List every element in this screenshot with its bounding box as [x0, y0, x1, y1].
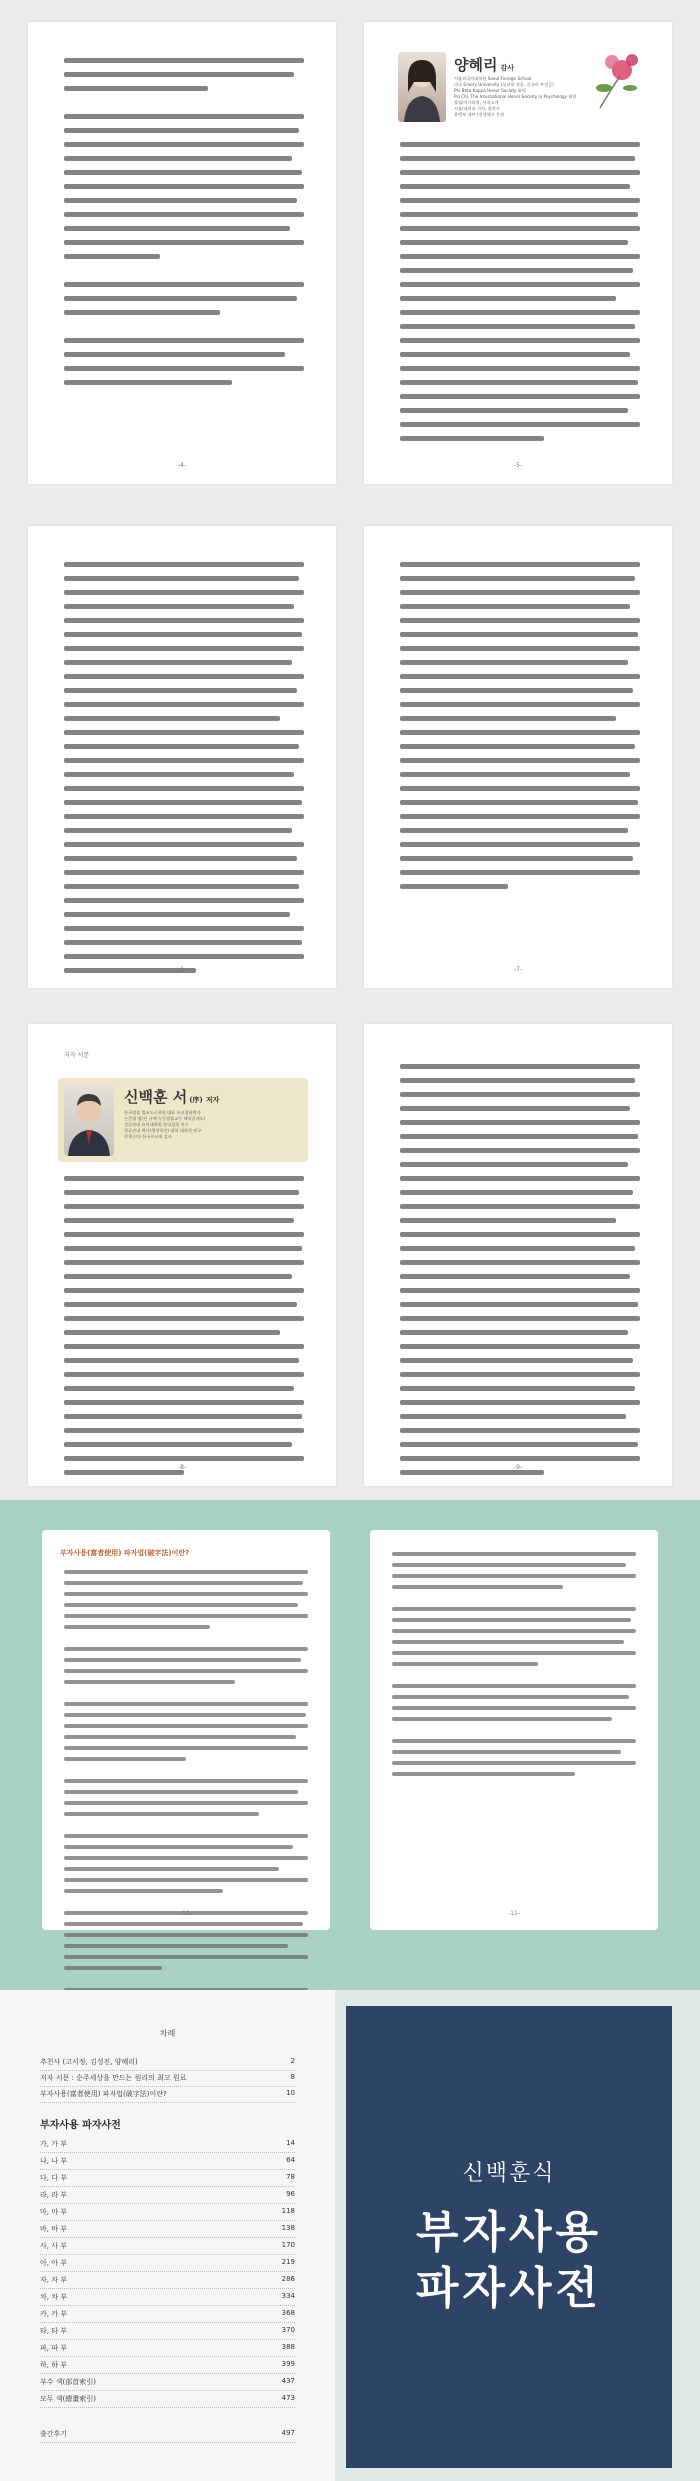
page-number: -4- — [177, 462, 187, 469]
toc-section-title: 부자사용 파자사전 — [40, 2120, 121, 2131]
toc-entry: 마, 마 부 118 — [40, 2204, 295, 2221]
profile-hanja: (序) — [189, 1095, 203, 1104]
toc-entry: 차, 차 부 334 — [40, 2289, 295, 2306]
toc-entry: 다, 다 부 78 — [40, 2170, 295, 2187]
toc-entry: 타, 타 부 370 — [40, 2323, 295, 2340]
toc-entry: 사, 사 부 170 — [40, 2238, 295, 2255]
page-number: -6- — [177, 966, 187, 973]
toc-entry: 하, 하 부 399 — [40, 2357, 295, 2374]
body-text-block — [400, 1064, 640, 1484]
cover-subtitle: 신백훈식 — [462, 2160, 556, 2185]
avatar — [64, 1084, 114, 1156]
page-11-card — [370, 1530, 658, 1930]
page-10-card — [42, 1530, 330, 1930]
body-text-block — [64, 1176, 304, 1484]
toc-entry: 카, 카 부 368 — [40, 2306, 295, 2323]
profile-name: 신백훈 서 — [124, 1088, 188, 1106]
page-number: -11- — [508, 1910, 520, 1917]
page-number: -7- — [513, 966, 523, 973]
profile-box — [58, 1078, 308, 1162]
toc-entry: 바, 바 부 138 — [40, 2221, 295, 2238]
body-text-block — [64, 562, 304, 982]
toc-front-row: 저자 서문 : 순주세상을 만드는 원리의 최고 원료 8 — [40, 2070, 295, 2087]
page-number: -10- — [180, 1910, 192, 1917]
page-9 — [364, 1024, 672, 1486]
profile-box — [394, 48, 644, 128]
toc-front-row: 부자사용(富者使用) 파자법(破字法)이란? 10 — [40, 2086, 295, 2103]
toc-page — [0, 1990, 335, 2481]
flower-illustration — [590, 48, 644, 110]
book-cover — [346, 2006, 672, 2468]
spread-pages-6-7 — [0, 508, 700, 1010]
profile-name: 양혜리 — [454, 56, 498, 74]
page-number: -8- — [177, 1464, 187, 1471]
page-number: -5- — [513, 462, 523, 469]
toc-heading: 차례 — [159, 2029, 176, 2038]
body-text-block — [400, 562, 640, 898]
page-7 — [364, 526, 672, 988]
body-text-block — [64, 1570, 308, 2010]
toc-front-row: 추천사 (고서정, 김성진, 양혜리) 2 — [40, 2054, 295, 2071]
page-6 — [28, 526, 336, 988]
spread-toc-cover — [0, 1990, 700, 2481]
profile-role: 저자 — [205, 1096, 220, 1104]
page-8 — [28, 1024, 336, 1486]
body-text-block — [392, 1552, 636, 1783]
cover-title-line1: 부자사용 — [415, 2208, 602, 2257]
card-title: 부자사용(富者使用) 파자법(破字法)이란? — [60, 1549, 190, 1557]
avatar — [398, 52, 446, 122]
profile-info: 서울외국어대학원 Seoul Foreign School 미국 Emory University (심리학 전공, 중국어 부전공) Phi Beta Kappa Honor Society 회원 Psi Chi, The International Honor Society in Psychology 회원 졸업/석사과정, 서적소개 서울/대학교 석사, 졸작가 유엔보 재단 (전생체자 문원 — [454, 76, 577, 117]
profile-role: 감사 — [500, 64, 515, 72]
toc-entry: 자, 자 부 286 — [40, 2272, 295, 2289]
toc-entry: 가, 가 부 14 — [40, 2136, 295, 2153]
toc-closing-row: 출간후기 497 — [40, 2426, 295, 2443]
profile-info: 한국법률 법조도로학원 대표 유교철학박사 논문법 업(전 규례 농동법률교수 해학을제도) 성균관대 유학대학원 한국철학 연구 성균관대 박사(행정학전) 대학 대학원 연구 현재 (사) 한국천교제 감사 — [124, 1110, 206, 1139]
toc-entry: 아, 아 부 219 — [40, 2255, 295, 2272]
spread-pages-8-9 — [0, 1010, 700, 1500]
page-5 — [364, 22, 672, 484]
spread-pages-10-11 — [0, 1500, 700, 1990]
toc-entry: 나, 나 부 64 — [40, 2153, 295, 2170]
spread-pages-4-5 — [0, 0, 700, 508]
page-number: -9- — [513, 1464, 523, 1471]
cover-title-line2: 파자사전 — [415, 2264, 602, 2313]
toc-entry: 라, 라 부 96 — [40, 2187, 295, 2204]
body-text-block — [64, 58, 304, 394]
toc-entry: 부수 색(部首索引) 437 — [40, 2374, 295, 2391]
toc-entry: 파, 파 부 388 — [40, 2340, 295, 2357]
page-4 — [28, 22, 336, 484]
toc-entry: 모두 색(總畫索引) 473 — [40, 2391, 295, 2408]
section-header-label: 저자 서문 — [64, 1052, 90, 1059]
body-text-block — [400, 142, 640, 450]
